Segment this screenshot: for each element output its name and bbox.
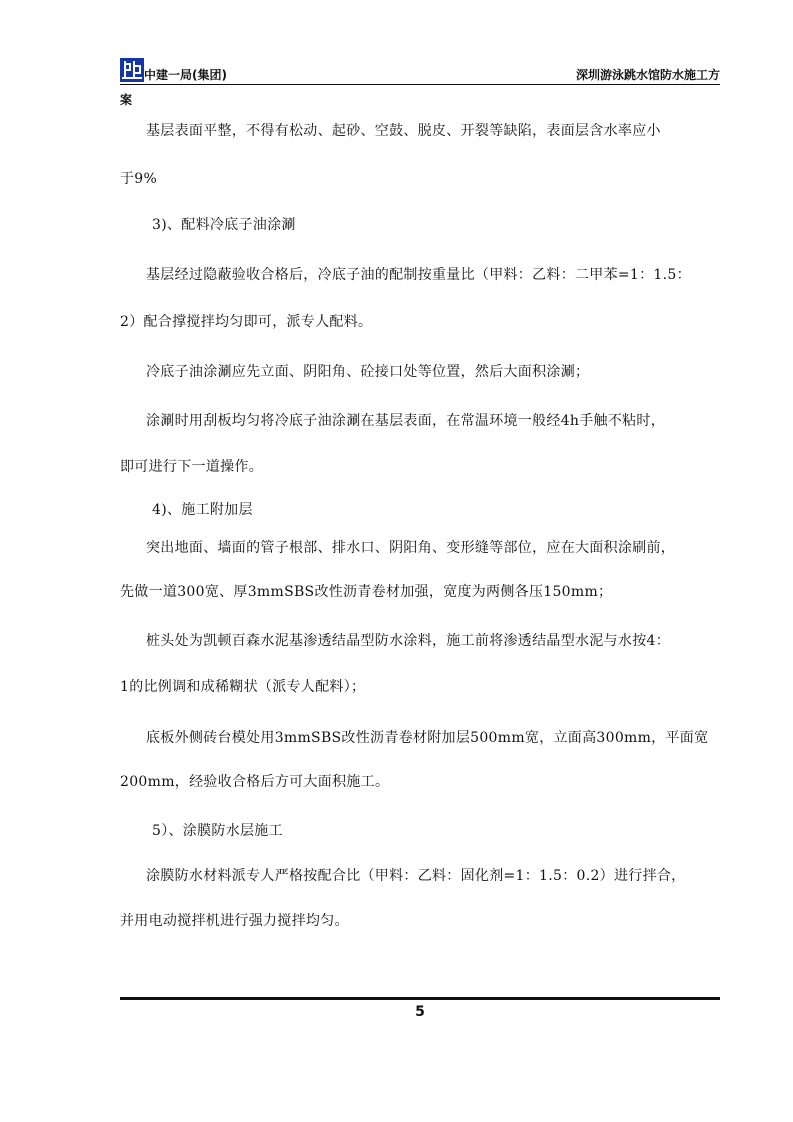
body-paragraph: 桩头处为凯顿百森水泥基渗透结晶型防水涂料，施工前将渗透结晶型水泥与水按4： (146, 633, 671, 649)
body-paragraph: 并用电动搅拌机进行强力搅拌均匀。 (120, 913, 349, 929)
body-paragraph: 于9% (120, 171, 158, 187)
document-title: 深圳游泳跳水馆防水施工方 (575, 68, 720, 82)
section-heading: 5）、涂膜防水层施工 (152, 823, 283, 839)
company-name: 中建一局(集团) (144, 68, 227, 82)
page-header (120, 58, 720, 84)
body-paragraph: 先做一道300宽、厚3mmSBS改性沥青卷材加强，宽度为两侧各压150mm； (120, 584, 613, 600)
body-paragraph: 2）配合撑搅拌均匀即可，派专人配料。 (120, 314, 373, 330)
body-paragraph: 基层经过隐蔽验收合格后，冷底子油的配制按重量比（甲料：乙料：二甲苯=1：1.5： (146, 267, 691, 283)
body-paragraph: 即可进行下一道操作。 (120, 459, 263, 475)
body-paragraph: 突出地面、墙面的管子根部、排水口、阴阳角、变形缝等部位，应在大面积涂刷前， (146, 540, 676, 556)
body-paragraph: 基层表面平整，不得有松动、起砂、空鼓、脱皮、开裂等缺陷，表面层含水率应小 (146, 123, 661, 139)
company-logo-icon (120, 58, 144, 82)
document-title-continued: 案 (120, 93, 133, 107)
section-heading: 4)、施工附加层 (152, 502, 253, 518)
body-paragraph: 1的比例调和成稀糊状（派专人配料）； (120, 679, 366, 695)
page-number: 5 (415, 1004, 425, 1020)
body-paragraph: 涂涮时用刮板均匀将冷底子油涂涮在基层表面，在常温环境一般经4h手触不粘时， (146, 413, 666, 429)
body-paragraph: 底板外侧砖台模处用3mmSBS改性沥青卷材附加层500mm宽，立面高300mm，平面宽 (146, 730, 709, 746)
footer-divider (120, 997, 720, 1000)
body-paragraph: 冷底子油涂涮应先立面、阴阳角、砼接口处等位置，然后大面积涂涮； (146, 364, 590, 380)
header-divider (120, 84, 720, 85)
section-heading: 3)、配料冷底子油涂涮 (152, 217, 296, 233)
body-paragraph: 涂膜防水材料派专人严格按配合比（甲料：乙料：固化剂=1：1.5：0.2）进行拌合， (146, 868, 686, 884)
body-paragraph: 200mm，经验收合格后方可大面积施工。 (120, 774, 390, 790)
